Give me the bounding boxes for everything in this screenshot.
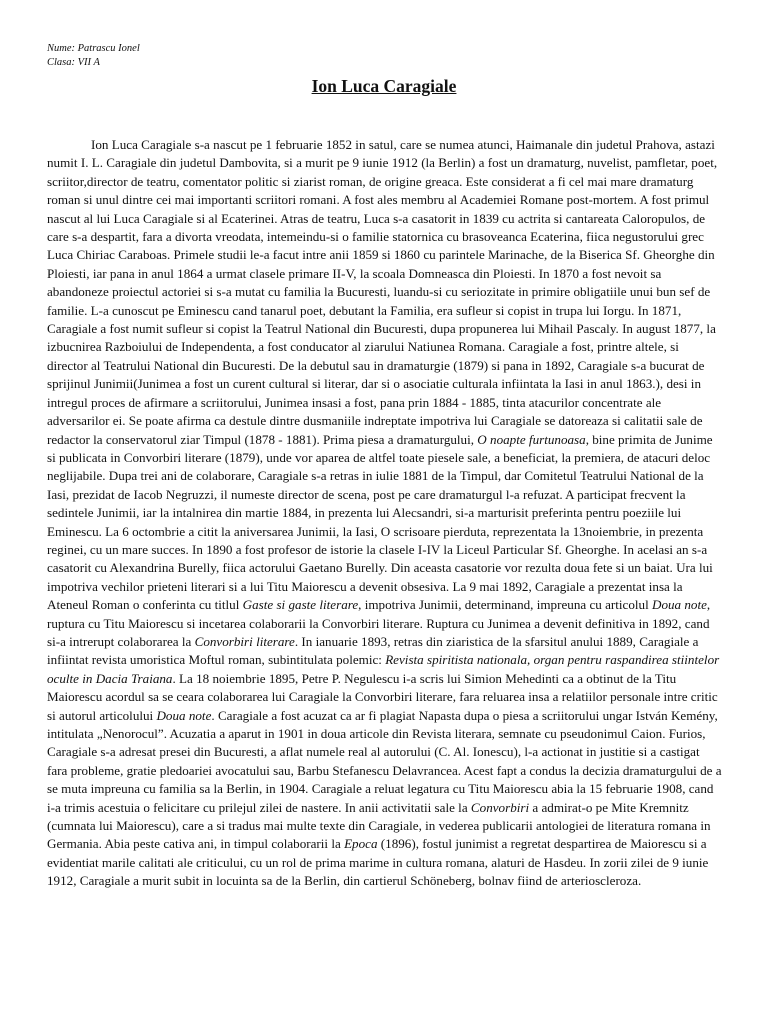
student-class-line: Clasa: VII A xyxy=(47,57,100,68)
italic-title-convorbiri: Convorbiri xyxy=(470,799,530,815)
student-header xyxy=(47,42,140,70)
text-segment: , bine primita de Junime si publicata in Convorbiri literare (1879), unde vor aparea de altfel toate piesele sale, a beneficiat, la premiera, de atacuri deloc neglijabile. Dupa trei ani de colaborare, Caragiale s-a retras in iulie 1881 de la Timpul, dar Comitetul Teatrului National de la Iasi, prezidat de Iacob Negruzzi, il numeste director de scena, post pe care dramaturgul l-a refuzat. A participat frecvent la sedintele Junimii, iar la intalnirea din martie 1884, in prezenta lui Alecsandri, si-a marturisit preferinta pentru poeziile lui Eminescu. La 6 octombrie a citit la aniversarea Junimii, la Iasi, O scrisoare pierduta, reprezentata la 13noiembrie, in prezenta reginei, cu un mare succes. In 1890 a fost profesor de istorie la clasele I-IV la Liceul Particular Sf. Gheorghe. In acelasi an s-a casatorit cu Alexandrina Burelly, fiica actorului Gaetano Burelly. Din aceasta casatorie vor rezulta doua fete si un baiat. Ura lui impotriva vechilor prieteni literari si a lui Titu Maiorescu a devenit obsesiva. La 9 mai 1892, Caragiale a prezentat insa la Ateneul Roman o conferinta cu titlul xyxy=(47,431,713,613)
italic-title-doua-note: Doua note xyxy=(651,597,707,613)
text-segment: . In ianuarie 1893, retras din ziaristica de la sfarsitul anului 1889, Caragiale a infiintat revista umoristica Moftul roman, subintitulata polemic: xyxy=(47,633,699,668)
italic-title-convorbiri-literare: Convorbiri literare xyxy=(194,633,295,649)
italic-title-o-noapte-furtunoasa: O noapte furtunoasa xyxy=(477,431,586,447)
text-segment: (1896), fostul junimist a regretat despartirea de Maiorescu si a evidentiat marile calitati ale criticului, cu un rol de prima marime in cultura romana, alaturi de Hasdeu. In zorii zilei de 9 iunie 1912, Caragiale a murit subit in locuinta sa de la Berlin, din cartierul Schöneberg, bolnav fiind de arterioscleroza. xyxy=(47,836,709,889)
text-segment: , impotriva Junimii, determinand, impreuna cu articolul xyxy=(358,597,652,613)
italic-subtitle-moftul-roman: Revista spiritista nationala, organ pentru raspandirea stiintelor oculte in Dacia Traiana xyxy=(47,652,720,686)
student-name-line: Nume: Patrascu Ionel xyxy=(47,43,140,54)
italic-title-gaste-si-gaste-literare: Gaste si gaste literare xyxy=(242,597,359,613)
italic-title-epoca: Epoca xyxy=(344,836,378,852)
biography-paragraph xyxy=(47,136,722,891)
text-segment: . Caragiale a fost acuzat ca ar fi plagiat Napasta dupa o piesa a scriitorului ungar István Kemény, intitulata „Nenorocul”. Acuzatia a aparut in 1901 in doua articole din Revista literara, semnate cu pseudonimul Caion. Furios, Caragiale s-a adresat presei din Bucuresti, a aflat numele real al autorului (C. Al. Ionescu), l-a actionat in justitie si a castigat fara probleme, gratie pledoariei avocatului sau, Barbu Stefanescu Delavrancea. Acest fapt a condus la decizia dramaturgului de a se muta impreuna cu familia sa la Berlin, in 1904. Caragiale a reluat legatura cu Titu Maiorescu abia la 15 februarie 1908, cand i-a trimis acestuia o felicitare cu prilejul zilei de nastere. In anii activitatii sale la xyxy=(47,707,722,815)
text-segment: , ruptura cu Titu Maiorescu si incetarea colaborarii la Convorbiri literare. Ruptura cu Junimea a devenit definitiva in 1892, cand si-a intrerupt colaborarea la xyxy=(47,597,711,649)
text-segment: Ion Luca Caragiale s-a nascut pe 1 februarie 1852 in satul, care se numea atunci, Haimanale din judetul Prahova, astazi numit I. L. Caragiale din judetul Dambovita, si a murit pe 9 iunie 1912 (la Berlin) a fost un dramaturg, nuvelist, pamfletar, poet, scriitor,director de teatru, comentator politic si ziarist roman, de origine greaca. Este considerat a fi cel mai mare dramaturg roman si unul dintre cei mai importanti scriitori romani. A fost ales membru al Academiei Romane post-mortem. A fost primul nascut al lui Luca Caragiale si al Ecaterinei. Atras de teatru, Luca s-a casatorit in 1839 cu actrita si cantareata Caloropulos, de care s-a despartit, fara a divorta vreodata, intemeindu-si o familie statornica cu brasoveanca Ecaterina, fiica negustorului grec Luca Chiriac Caraboas. Primele studii le-a facut intre anii 1859 si 1860 cu parintele Marinache, de la Biserica Sf. Gheorghe din Ploiesti, iar pana in anul 1864 a urmat clasele primare II-V, la scoala Domneasca din Ploiesti. In 1870 a fost nevoit sa abandoneze proiectul actoriei si s-a mutat cu familia la Bucuresti, luandu-si cu seriozitate in primire obligatiile unui bun sef de familie. L-a cunoscut pe Eminescu cand tanarul poet, debutant la Familia, era sufleur si copist in trupa lui Iorgu. In 1871, Caragiale a fost numit sufleur si copist la Teatrul National din Bucuresti, dupa propunerea lui Mihail Pascaly. In august 1877, la izbucnirea Razboiului de Independenta, a fost conducator al ziarului Natiunea Romana. Caragiale a fost, printre altele, si director al Teatrului National din Bucuresti. De la debutul sau in dramaturgie (1879) si pana in 1892, Caragiale s-a bucurat de sprijinul Junimii(Junimea a fost un curent cultural si literar, dar si o asociatie culturala infiintata la Iasi in anul 1863.), desi in intregul proces de afirmare a scriitorului, Junimea insasi a fost, pana prin 1884 - 1885, tinta atacurilor concentrate ale adversarilor ei. Se poate afirma ca destule dintre dusmaniile indreptate impotriva lui Caragiale se datoreaza si calitatii sale de redactor la conservatorul ziar Timpul (1878 - 1881). Prima piesa a dramaturgului, xyxy=(47,137,718,447)
text-segment: . La 18 noiembrie 1895, Petre P. Negulescu i-a scris lui Simion Mehedinti ca a obtinut de la Titu Maiorescu acordul sa se ceara colaborarea lui Caragiale la Convorbiri literare, fara reluarea insa a relatiilor personale intre critic si autorul articolului xyxy=(47,670,718,723)
document-title: Ion Luca Caragiale xyxy=(311,76,457,96)
italic-title-doua-note: Doua note xyxy=(156,707,212,723)
text-segment: a admirat-o pe Mite Kremnitz (cumnata lui Maiorescu), care a si tradus mai multe texte din Caragiale, in vederea publicarii antologiei de literatura romana in Germania. Abia peste cativa ani, in timpul colaborarii la xyxy=(47,799,711,852)
